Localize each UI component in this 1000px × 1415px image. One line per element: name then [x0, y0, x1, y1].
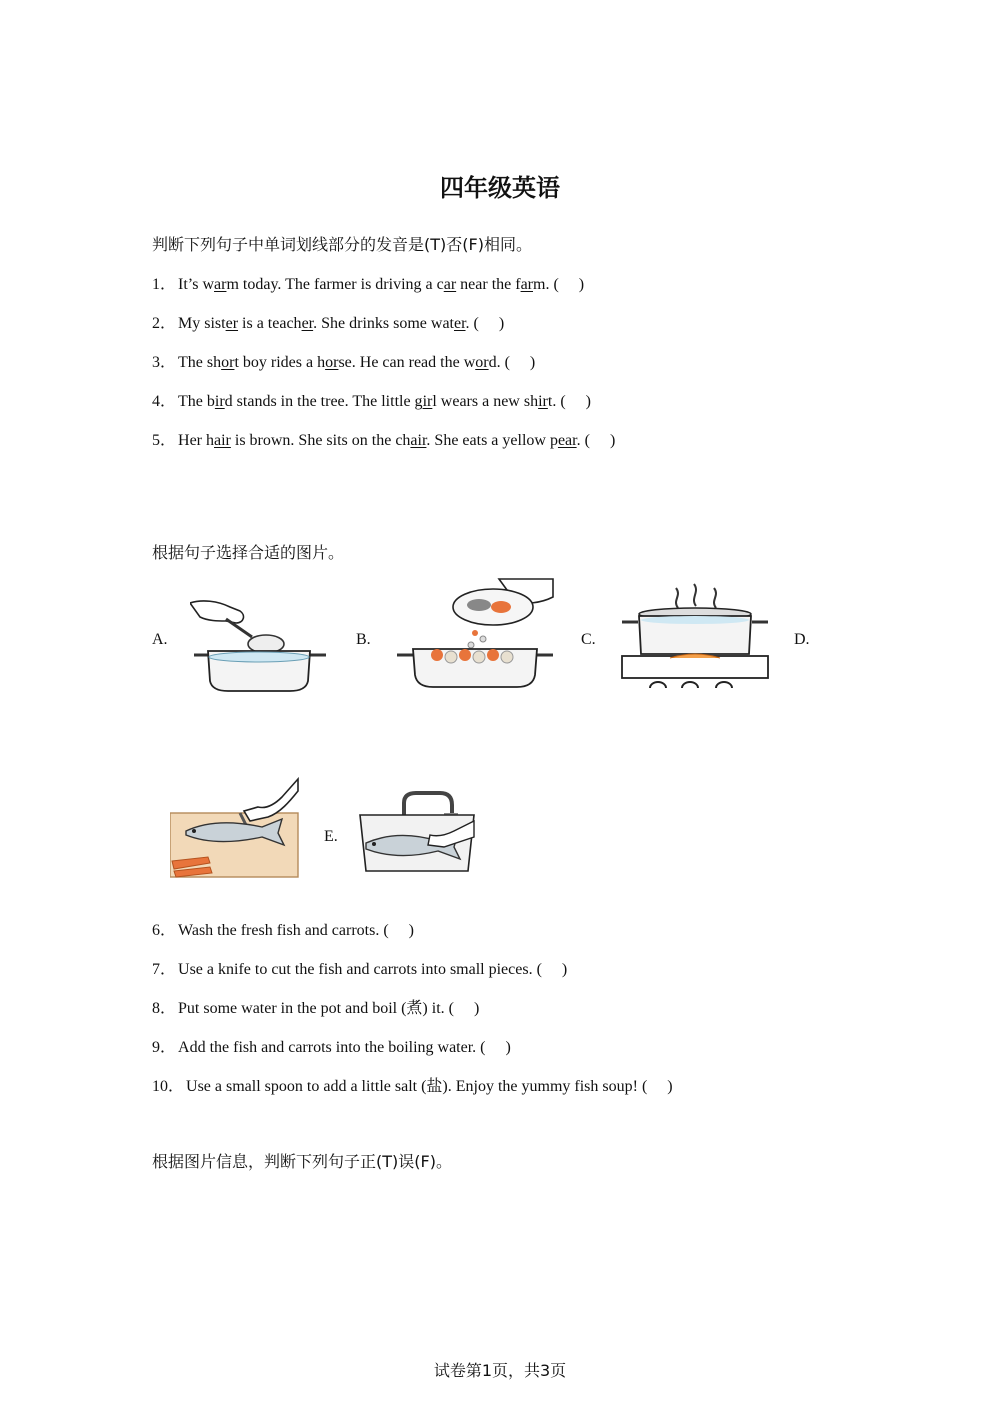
- question-2: 2． My sister is a teacher. She drinks some water. ( ): [152, 315, 505, 332]
- question-10: 10． Use a small spoon to add a little salt (盐). Enjoy the yummy fish soup! ( ): [152, 1078, 673, 1095]
- section3-instruction: 根据图片信息，判断下列句子正(T)误(F)。: [152, 1152, 452, 1171]
- option-d-label: D.: [794, 631, 810, 648]
- question-5: 5． Her hair is brown. She sits on the chair. She eats a yellow pear. ( ): [152, 432, 616, 449]
- add-fish-carrots-icon: [395, 577, 555, 690]
- section1-instruction: 判断下列句子中单词划线部分的发音是(T)否(F)相同。: [152, 235, 532, 254]
- question-3: 3． The short boy rides a horse. He can read the word. ( ): [152, 354, 536, 371]
- page-title: 四年级英语: [440, 174, 560, 202]
- question-8: 8． Put some water in the pot and boil (煮) it. ( ): [152, 1000, 480, 1017]
- page-footer: 试卷第1页，共3页: [433, 1361, 567, 1380]
- option-a-label: A.: [152, 631, 168, 648]
- question-9: 9． Add the fish and carrots into the boiling water. ( ): [152, 1039, 511, 1056]
- option-e-label: E.: [324, 828, 338, 845]
- question-6: 6． Wash the fresh fish and carrots. ( ): [152, 922, 414, 939]
- spoon-salt-pot-icon: [190, 597, 330, 695]
- boiling-pot-icon: [620, 578, 770, 688]
- question-7: 7． Use a knife to cut the fish and carrots into small pieces. ( ): [152, 961, 568, 978]
- option-b-label: B.: [356, 631, 371, 648]
- section2-instruction: 根据句子选择合适的图片。: [152, 543, 345, 562]
- option-c-label: C.: [581, 631, 596, 648]
- question-1: 1． It’s warm today. The farmer is driving a car near the farm. ( ): [152, 276, 585, 293]
- question-4: 4． The bird stands in the tree. The little girl wears a new shirt. ( ): [152, 393, 591, 410]
- washing-fish-icon: [358, 787, 476, 875]
- cutting-fish-icon: [170, 777, 300, 879]
